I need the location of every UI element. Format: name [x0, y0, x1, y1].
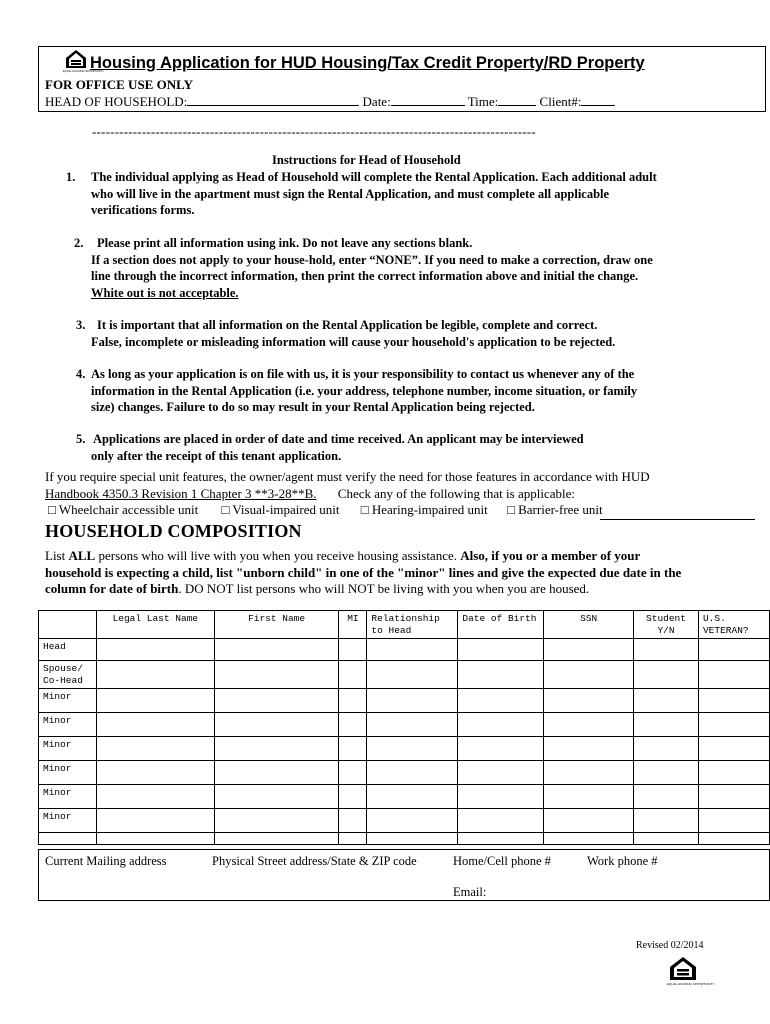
table-cell[interactable] — [339, 713, 367, 737]
table-cell[interactable] — [458, 785, 544, 809]
date-label: Date: — [362, 94, 391, 109]
table-cell[interactable] — [698, 761, 769, 785]
row-label: Minor — [39, 761, 97, 785]
column-header — [39, 611, 97, 639]
table-cell[interactable] — [544, 639, 634, 661]
table-cell[interactable] — [544, 661, 634, 689]
table-cell[interactable] — [214, 833, 339, 845]
table-cell[interactable] — [214, 639, 339, 661]
column-header: U.S. VETERAN? — [698, 611, 769, 639]
table-cell[interactable] — [214, 713, 339, 737]
table-cell[interactable] — [96, 785, 214, 809]
table-cell[interactable] — [634, 761, 699, 785]
household-instructions — [45, 548, 681, 598]
instruction-item-5 — [76, 431, 584, 463]
item-number: 3. — [76, 318, 86, 332]
special-features-line1: If you require special unit features, the owner/agent must verify the need for those features in accordance with HUD — [45, 469, 650, 484]
table-cell[interactable] — [96, 761, 214, 785]
table-cell[interactable] — [544, 785, 634, 809]
item-number: 1. — [66, 170, 76, 184]
table-cell[interactable] — [96, 661, 214, 689]
table-cell[interactable] — [96, 809, 214, 833]
table-cell[interactable] — [634, 713, 699, 737]
item-number: 5. — [76, 432, 86, 446]
office-use-fields — [45, 93, 615, 110]
equal-housing-opportunity-icon — [667, 955, 715, 989]
head-of-household-field[interactable] — [187, 93, 359, 106]
table-cell[interactable] — [339, 661, 367, 689]
table-cell[interactable] — [367, 833, 458, 845]
table-cell[interactable] — [698, 809, 769, 833]
table-cell[interactable] — [458, 737, 544, 761]
column-header: Relationship to Head — [367, 611, 458, 639]
instructions-title: Instructions for Head of Household — [272, 153, 461, 167]
table-cell[interactable] — [367, 737, 458, 761]
row-label — [39, 833, 97, 845]
special-features-text — [45, 469, 650, 502]
separator-line: -------------------------------------------------------------------------------------------------- — [92, 124, 536, 139]
table-cell[interactable] — [458, 689, 544, 713]
item-line-underlined: White out is not acceptable. — [91, 285, 239, 300]
physical-address-label[interactable]: Physical Street address/State & ZIP code — [212, 854, 417, 868]
table-row — [39, 833, 770, 845]
household-text-bold: column for date of birth — [45, 581, 179, 596]
table-cell[interactable] — [698, 833, 769, 845]
table-cell[interactable] — [96, 689, 214, 713]
table-cell[interactable] — [544, 713, 634, 737]
household-table — [38, 610, 770, 845]
item-line: As long as your application is on file with us, it is your responsibility to contact us whenever any of the — [91, 367, 635, 381]
table-cell[interactable] — [214, 737, 339, 761]
table-cell[interactable] — [96, 713, 214, 737]
table-cell[interactable] — [698, 639, 769, 661]
email-label[interactable]: Email: — [453, 885, 487, 899]
table-cell[interactable] — [634, 689, 699, 713]
table-cell[interactable] — [96, 833, 214, 845]
household-composition-title: HOUSEHOLD COMPOSITION — [45, 521, 302, 541]
table-cell[interactable] — [634, 785, 699, 809]
section-divider — [600, 519, 755, 520]
table-row — [39, 785, 770, 809]
table-cell[interactable] — [458, 661, 544, 689]
visual-impaired-checkbox[interactable] — [221, 502, 339, 517]
hearing-impaired-checkbox[interactable] — [361, 502, 488, 517]
item-line: Please print all information using ink. Do not leave any sections blank. — [97, 236, 473, 250]
table-cell[interactable] — [367, 761, 458, 785]
table-row — [39, 713, 770, 737]
household-text-bold: Also, if you or a member of your — [460, 548, 641, 563]
head-of-household-label: HEAD OF HOUSEHOLD: — [45, 94, 188, 109]
table-row — [39, 661, 770, 689]
table-cell[interactable] — [339, 833, 367, 845]
table-header-row — [39, 611, 770, 639]
work-phone-label[interactable]: Work phone # — [587, 854, 658, 868]
table-cell[interactable] — [634, 639, 699, 661]
table-cell[interactable] — [367, 689, 458, 713]
table-cell[interactable] — [367, 785, 458, 809]
table-cell[interactable] — [367, 639, 458, 661]
row-label: Head — [39, 639, 97, 661]
row-label: Minor — [39, 809, 97, 833]
table-cell[interactable] — [634, 833, 699, 845]
row-label: Minor — [39, 737, 97, 761]
table-cell[interactable] — [458, 761, 544, 785]
item-line: only after the receipt of this tenant application. — [91, 448, 342, 463]
column-header: Student Y/N — [634, 611, 699, 639]
table-cell[interactable] — [96, 737, 214, 761]
table-cell[interactable] — [698, 713, 769, 737]
household-text-bold: ALL — [68, 548, 96, 563]
table-cell[interactable] — [458, 639, 544, 661]
barrier-free-label: Barrier-free unit — [518, 502, 603, 517]
checkbox-icon[interactable]: □ — [507, 502, 515, 517]
item-line: verifications forms. — [91, 203, 195, 217]
hud-handbook-reference: Handbook 4350.3 Revision 1 Chapter 3 **3-28**B. — [45, 485, 317, 501]
column-header: Date of Birth — [458, 611, 544, 639]
table-row — [39, 639, 770, 661]
table-cell[interactable] — [367, 713, 458, 737]
checkbox-icon[interactable]: □ — [360, 502, 369, 517]
table-cell[interactable] — [458, 833, 544, 845]
item-line: If a section does not apply to your house-hold, enter “NONE”. If you need to make a correction, draw one — [91, 252, 653, 267]
home-phone-label[interactable]: Home/Cell phone # — [453, 854, 551, 868]
time-label: Time: — [467, 94, 499, 109]
table-cell[interactable] — [698, 689, 769, 713]
time-field[interactable] — [498, 93, 536, 106]
table-cell[interactable] — [544, 737, 634, 761]
checkbox-icon[interactable]: □ — [48, 502, 56, 517]
page-title: Housing Application for HUD Housing/Tax Credit Property/RD Property — [90, 54, 645, 72]
column-header: SSN — [544, 611, 634, 639]
row-label: Minor — [39, 785, 97, 809]
table-cell[interactable] — [544, 761, 634, 785]
client-label: Client#: — [539, 94, 582, 109]
instruction-item-2 — [74, 235, 653, 300]
table-cell[interactable] — [458, 713, 544, 737]
column-header: MI — [339, 611, 367, 639]
equal-housing-logo-footer — [667, 955, 715, 993]
household-text: persons who will live with you when you receive housing assistance. — [95, 548, 461, 563]
item-line: The individual applying as Head of Household will complete the Rental Application. Each additional adult — [91, 170, 657, 184]
table-cell[interactable] — [367, 661, 458, 689]
table-cell[interactable] — [698, 661, 769, 689]
table-cell[interactable] — [634, 661, 699, 689]
office-use-label: FOR OFFICE USE ONLY — [45, 77, 193, 92]
row-label: Minor — [39, 713, 97, 737]
barrier-free-checkbox[interactable] — [507, 502, 603, 517]
table-cell[interactable] — [214, 809, 339, 833]
row-label: Minor — [39, 689, 97, 713]
table-cell[interactable] — [544, 809, 634, 833]
item-line: information in the Rental Application (i.e. your address, telephone number, income situation, or family — [91, 383, 638, 398]
table-cell[interactable] — [214, 761, 339, 785]
column-header: Legal Last Name — [96, 611, 214, 639]
table-cell[interactable] — [214, 661, 339, 689]
unit-features-options — [48, 502, 603, 518]
table-row — [39, 761, 770, 785]
table-cell[interactable] — [214, 785, 339, 809]
table-cell[interactable] — [544, 689, 634, 713]
instruction-item-3 — [76, 317, 616, 349]
household-text: List — [45, 548, 69, 563]
table-cell[interactable] — [339, 785, 367, 809]
hearing-impaired-label: Hearing-impaired unit — [371, 502, 488, 517]
table-cell[interactable] — [634, 809, 699, 833]
wheelchair-checkbox[interactable] — [48, 502, 198, 517]
item-line: line through the incorrect information, then print the correct information above and initial the change. — [91, 269, 639, 283]
table-cell[interactable] — [339, 689, 367, 713]
household-text-bold: household is expecting a child, list "unborn child" in one of the "minor" lines and give the expected due date in the — [45, 564, 682, 580]
checkbox-icon[interactable]: □ — [221, 502, 230, 517]
instruction-item-4 — [76, 366, 638, 414]
table-cell[interactable] — [698, 785, 769, 809]
table-row — [39, 737, 770, 761]
logo-text-footer: EQUAL HOUSING OPPORTUNITY — [667, 982, 715, 986]
row-label: Spouse/ Co-Head — [39, 661, 97, 689]
item-line: False, incomplete or misleading information will cause your household's application to be rejected. — [91, 334, 616, 349]
table-cell[interactable] — [214, 689, 339, 713]
item-line: Applications are placed in order of date and time received. An applicant may be interviewed — [93, 432, 584, 446]
client-field[interactable] — [581, 93, 615, 106]
table-cell[interactable] — [698, 737, 769, 761]
check-applicable-text: Check any of the following that is applicable: — [337, 485, 575, 501]
table-cell[interactable] — [458, 809, 544, 833]
item-line: size) changes. Failure to do so may result in your Rental Application being rejected. — [91, 400, 535, 414]
logo-text-small: EQUAL HOUSING OPPORTUNITY — [63, 70, 104, 73]
item-line: who will live in the apartment must sign the Rental Application, and must complete all applicable — [91, 186, 610, 201]
instruction-item-1 — [66, 169, 657, 217]
table-cell[interactable] — [339, 737, 367, 761]
table-cell[interactable] — [339, 809, 367, 833]
table-row — [39, 689, 770, 713]
column-header: First Name — [214, 611, 339, 639]
item-line: It is important that all information on the Rental Application be legible, complete and correct. — [97, 318, 598, 332]
wheelchair-label: Wheelchair accessible unit — [58, 502, 199, 517]
table-row — [39, 809, 770, 833]
table-cell[interactable] — [339, 761, 367, 785]
table-cell[interactable] — [367, 809, 458, 833]
item-number: 2. — [74, 236, 84, 250]
table-cell[interactable] — [339, 639, 367, 661]
revision-date: Revised 02/2014 — [636, 940, 704, 951]
mailing-address-label[interactable]: Current Mailing address — [45, 854, 167, 868]
table-cell[interactable] — [634, 737, 699, 761]
table-cell[interactable] — [96, 639, 214, 661]
item-number: 4. — [76, 367, 86, 381]
visual-impaired-label: Visual-impaired unit — [232, 502, 340, 517]
table-cell[interactable] — [544, 833, 634, 845]
household-text: . DO NOT list persons who will NOT be living with you when you are housed. — [178, 581, 590, 596]
date-field[interactable] — [391, 93, 465, 106]
